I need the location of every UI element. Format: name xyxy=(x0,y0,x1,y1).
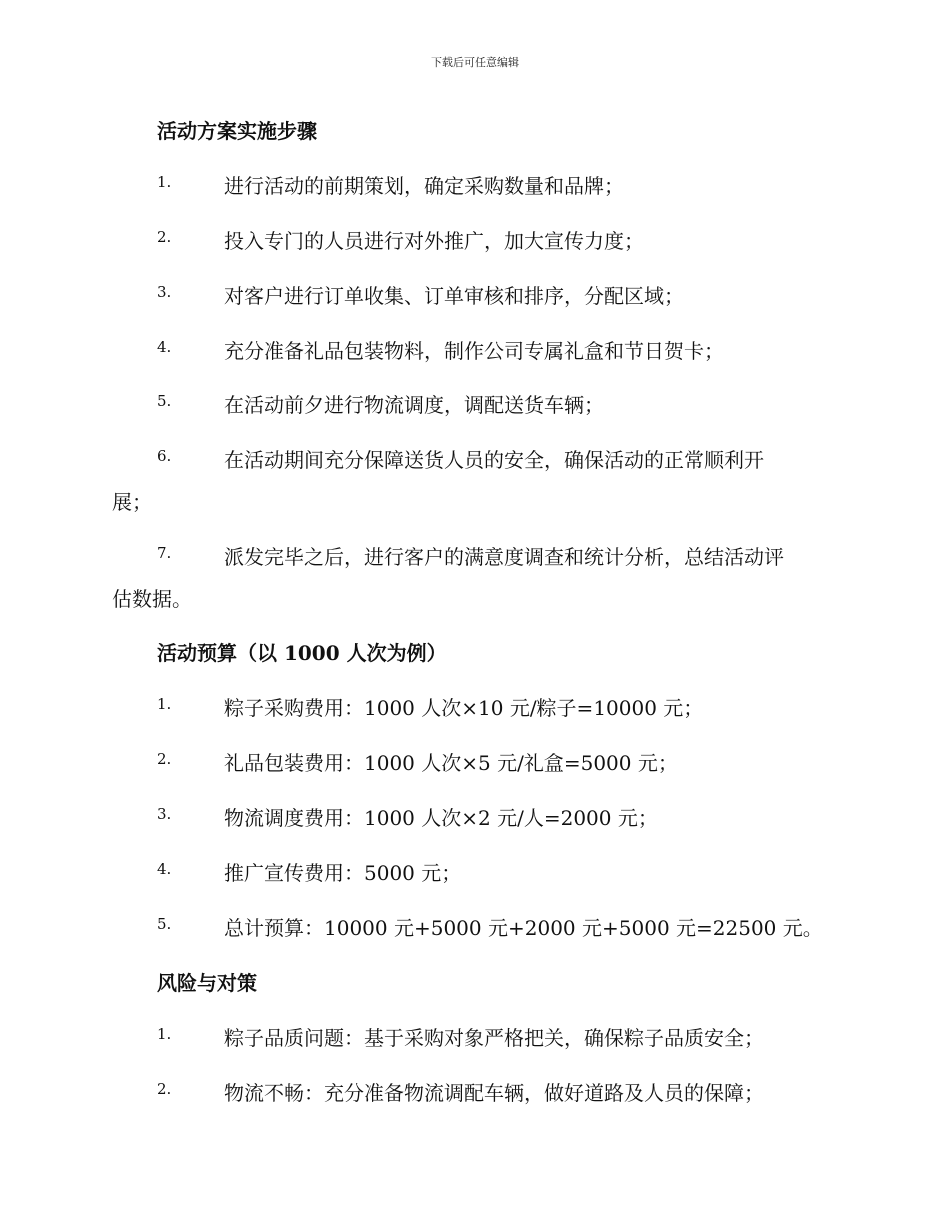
list-item-continuation: 估数据。 xyxy=(112,587,192,611)
list-text: 物流不畅：充分准备物流调配车辆，做好道路及人员的保障； xyxy=(224,1081,764,1105)
list-text: 派发完毕之后，进行客户的满意度调查和统计分析，总结活动评 xyxy=(224,545,784,569)
list-text: 在活动前夕进行物流调度，调配送货车辆； xyxy=(224,393,604,417)
section-heading-risks: 风险与对策 xyxy=(157,971,257,995)
list-number: 2. xyxy=(157,1080,172,1098)
list-text: 在活动期间充分保障送货人员的安全，确保活动的正常顺利开 xyxy=(224,448,764,472)
list-number: 1. xyxy=(157,695,172,713)
list-text: 充分准备礼品包装物料，制作公司专属礼盒和节日贺卡； xyxy=(224,339,724,363)
list-number: 6. xyxy=(157,447,172,465)
list-text: 对客户进行订单收集、订单审核和排序，分配区域； xyxy=(224,284,684,308)
list-number: 3. xyxy=(157,805,172,823)
list-text: 投入专门的人员进行对外推广，加大宣传力度； xyxy=(224,229,644,253)
list-text: 礼品包装费用：1000 人次×5 元/礼盒=5000 元； xyxy=(224,751,678,775)
list-text: 物流调度费用：1000 人次×2 元/人=2000 元； xyxy=(224,806,658,830)
list-text: 总计预算：10000 元+5000 元+2000 元+5000 元=22500 元。 xyxy=(224,916,823,940)
list-number: 3. xyxy=(157,283,172,301)
list-number: 4. xyxy=(157,338,172,356)
list-number: 1. xyxy=(157,1025,172,1043)
list-number: 2. xyxy=(157,228,172,246)
list-text: 进行活动的前期策划，确定采购数量和品牌； xyxy=(224,174,624,198)
list-text: 粽子品质问题：基于采购对象严格把关，确保粽子品质安全； xyxy=(224,1026,764,1050)
list-item-continuation: 展； xyxy=(112,490,152,514)
list-number: 5. xyxy=(157,392,172,410)
list-text: 推广宣传费用：5000 元； xyxy=(224,861,462,885)
list-number: 1. xyxy=(157,173,172,191)
section-heading-implementation-steps: 活动方案实施步骤 xyxy=(157,119,317,143)
list-number: 7. xyxy=(157,544,172,562)
section-heading-budget: 活动预算（以 1000 人次为例） xyxy=(157,641,447,665)
list-number: 4. xyxy=(157,860,172,878)
list-number: 5. xyxy=(157,915,172,933)
list-number: 2. xyxy=(157,750,172,768)
list-text: 粽子采购费用：1000 人次×10 元/粽子=10000 元； xyxy=(224,696,704,720)
page-header: 下载后可任意编辑 xyxy=(431,56,519,69)
